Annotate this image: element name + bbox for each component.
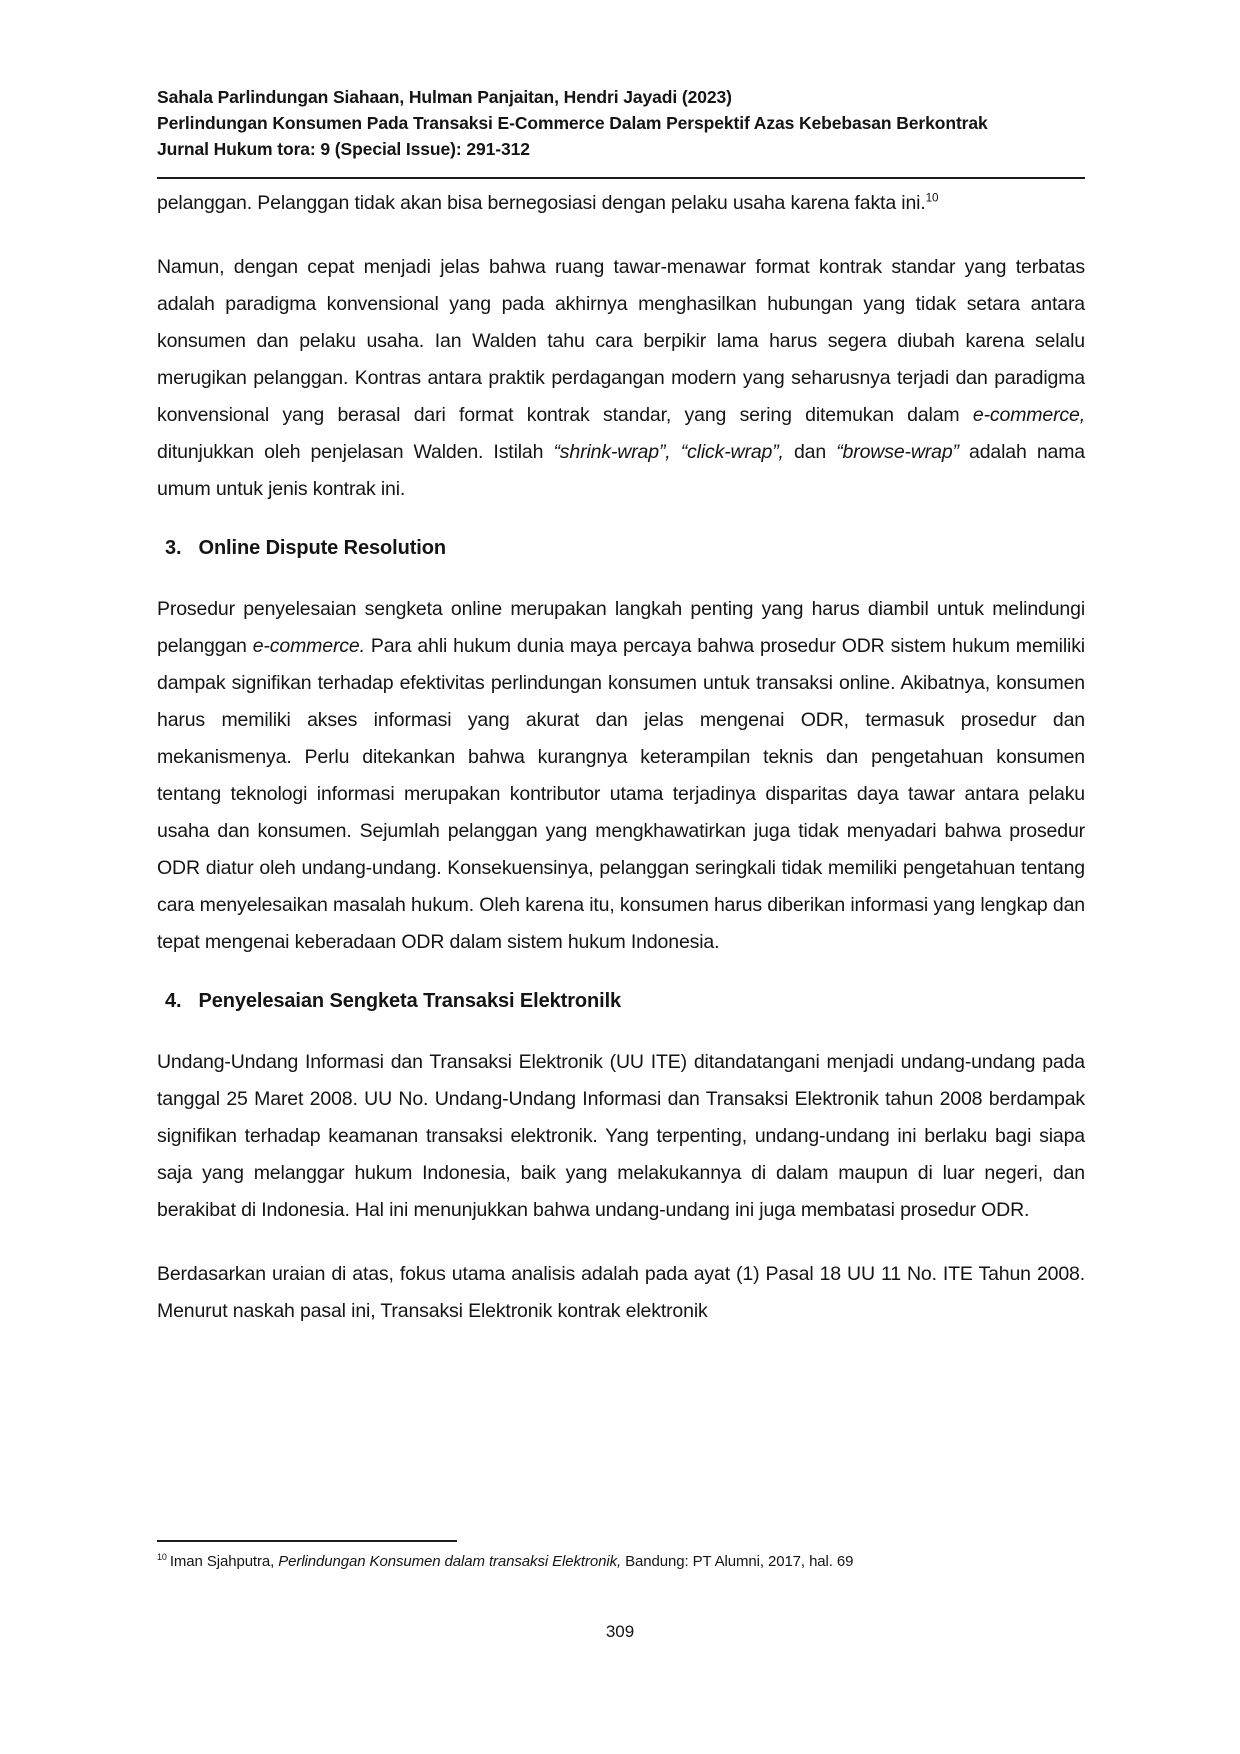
text-run: Undang-Undang Informasi dan Transaksi Elektronik (UU ITE) ditandatangani menjadi undang-undang pada tanggal 25 Maret 2008. UU No. Undang-Undang Informasi dan Transaksi Elektronik tahun 2008 berdampak signifikan terhadap keamanan transaksi elektronik. Yang terpenting, undang-undang ini berlaku bagi siapa saja yang melanggar hukum Indonesia, baik yang melakukannya di dalam maupun di luar negeri, dan berakibat di Indonesia. Hal ini menunjukkan bahwa undang-undang ini juga membatasi prosedur ODR. [157, 1051, 1085, 1221]
paragraph [157, 1044, 1085, 1229]
header-article-title: Perlindungan Konsumen Pada Transaksi E-Commerce Dalam Perspektif Azas Kebebasan Berkontrak [157, 113, 988, 133]
running-header [157, 84, 1085, 162]
paragraph [157, 1256, 1085, 1330]
text-run: Para ahli hukum dunia maya percaya bahwa prosedur ODR sistem hukum memiliki dampak signifikan terhadap efektivitas perlindungan konsumen untuk transaksi online. Akibatnya, konsumen harus memiliki akses informasi yang akurat dan jelas mengenai ODR, termasuk prosedur dan mekanismenya. Perlu ditekankan bahwa kurangnya keterampilan teknis dan pengetahuan konsumen tentang teknologi informasi merupakan kontributor utama terjadinya disparitas daya tawar antara pelaku usaha dan konsumen. Sejumlah pelanggan yang mengkhawatirkan juga tidak menyadari bahwa prosedur ODR diatur oleh undang-undang. Konsekuensinya, pelanggan seringkali tidak memiliki pengetahuan tentang cara menyelesaikan masalah hukum. Oleh karena itu, konsumen harus diberikan informasi yang lengkap dan tepat mengenai keberadaan ODR dalam sistem hukum Indonesia. [157, 635, 1085, 953]
text-run: e-commerce. [252, 635, 365, 657]
page-number: 309 [605, 1622, 635, 1641]
text-run: Bandung: PT Alumni, 2017, hal. 69 [621, 1553, 854, 1570]
text-run: pelanggan. Pelanggan tidak akan bisa bernegosiasi dengan pelaku usaha karena fakta ini. [157, 192, 926, 214]
text-run: dan [783, 441, 837, 463]
paragraph [157, 249, 1085, 508]
section-heading [165, 988, 1085, 1014]
text-run: Iman Sjahputra, [169, 1553, 279, 1570]
text-run: “shrink-wrap”, “click-wrap”, [553, 441, 784, 463]
text-run: “browse-wrap” [836, 441, 959, 463]
text-run: Prosedur penyelesaian sengketa online merupakan langkah penting yang harus diambil untuk melindungi pelanggan [157, 598, 1085, 657]
page-content [157, 84, 1085, 1357]
document-body [157, 185, 1085, 1330]
text-run: e-commerce, [972, 404, 1085, 426]
superscript-reference: 10 [925, 191, 939, 205]
text-run: Perlindungan Konsumen dalam transaksi Elektronik, [278, 1553, 622, 1570]
text-run: ditunjukkan oleh penjelasan Walden. Istilah [157, 441, 554, 463]
heading-text: Online Dispute Resolution [198, 537, 446, 559]
footnote-separator [157, 1540, 457, 1542]
footnote-marker: 10 [157, 1552, 167, 1562]
footnote-text [170, 1553, 854, 1570]
heading-text: Penyelesaian Sengketa Transaksi Elektronilk [198, 990, 622, 1012]
text-run: Berdasarkan uraian di atas, fokus utama analisis adalah pada ayat (1) Pasal 18 UU 11 No. ITE Tahun 2008. Menurut naskah pasal ini, Transaksi Elektronik kontrak elektronik [157, 1263, 1085, 1322]
heading-number: 4. [165, 990, 182, 1012]
footnote [157, 1551, 1085, 1573]
text-run: Namun, dengan cepat menjadi jelas bahwa ruang tawar-menawar format kontrak standar yang terbatas adalah paradigma konvensional yang pada akhirnya menghasilkan hubungan yang tidak setara antara konsumen dan pelaku usaha. Ian Walden tahu cara berpikir lama harus segera diubah karena selalu merugikan pelanggan. Kontras antara praktik perdagangan modern yang seharusnya terjadi dan paradigma konvensional yang berasal dari format kontrak standar, yang sering ditemukan dalam [157, 256, 1085, 426]
paragraph [157, 591, 1085, 961]
heading-number: 3. [165, 537, 182, 559]
text-run: adalah nama umum untuk jenis kontrak ini. [157, 441, 1085, 500]
header-authors: Sahala Parlindungan Siahaan, Hulman Panjaitan, Hendri Jayadi (2023) [157, 87, 732, 107]
header-journal-citation: Jurnal Hukum tora: 9 (Special Issue): 291-312 [157, 139, 530, 159]
paragraph [157, 185, 1085, 222]
header-rule [157, 177, 1085, 179]
section-heading [165, 535, 1085, 561]
